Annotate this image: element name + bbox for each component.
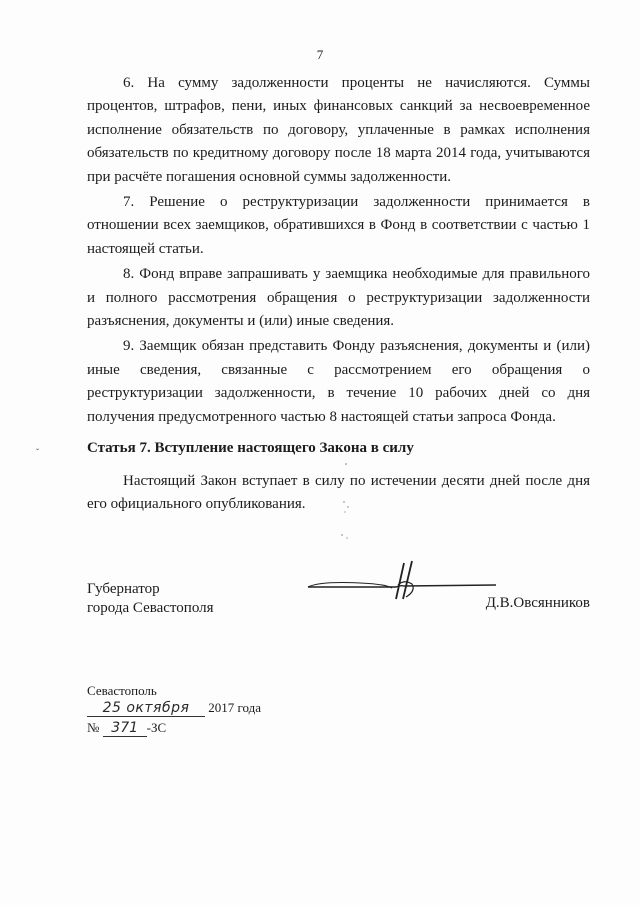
paragraph-8: 8. Фонд вправе запрашивать у заемщика необходимые для правильного и полного рассмотрения обращения о реструктуризации задолженности разъяснения, документы и (или) иные сведения. bbox=[87, 266, 590, 330]
number-sign: № bbox=[87, 720, 100, 735]
article-7-text: Настоящий Закон вступает в силу по истечении десяти дней после дня его официального опубликования. bbox=[87, 473, 590, 513]
article-7-heading: Статья 7. Вступление настоящего Закона в силу bbox=[87, 440, 414, 456]
signing-date bbox=[87, 700, 261, 717]
signer-city: города Севастополя bbox=[87, 600, 214, 616]
number-suffix: -ЗС bbox=[146, 720, 167, 735]
law-number bbox=[87, 720, 166, 737]
article-6-body bbox=[87, 72, 590, 431]
paragraph-9: 9. Заемщик обязан представить Фонду разъяснения, документы и (или) иные сведения, связанные с рассмотрением его обращения о реструктуризации задолженности, в течение 10 рабочих дней со дня получения предусмотренного частью 8 настоящей статьи запроса Фонда. bbox=[87, 338, 590, 425]
date-year: 2017 года bbox=[208, 700, 262, 715]
page-number: 7 bbox=[316, 47, 324, 62]
handwritten-signature bbox=[300, 555, 500, 615]
signer-name: Д.В.Овсянников bbox=[485, 595, 590, 611]
scan-specks bbox=[338, 460, 358, 550]
signer-position bbox=[87, 580, 214, 618]
paragraph-7: 7. Решение о реструктуризации задолженности принимается в отношении всех заемщиков, обратившихся в Фонд в соответствии с частью 1 настоящей статьи. bbox=[87, 194, 590, 257]
handwritten-number: 371 bbox=[103, 720, 147, 737]
place-of-signing: Севастополь bbox=[87, 683, 157, 698]
paragraph-6: 6. На сумму задолженности проценты не начисляются. Суммы процентов, штрафов, пени, иных финансовых санкций за несвоевременное исполнение обязательств по договору, уплаченные в рамках исполнения обязательств по кредитному договору после 18 марта 2014 года, учитываются при расчёте погашения основной суммы задолженности. bbox=[87, 75, 590, 185]
margin-mark: ˇ bbox=[36, 447, 39, 457]
signer-title: Губернатор bbox=[87, 581, 160, 597]
handwritten-date: 25 октября bbox=[87, 700, 205, 717]
